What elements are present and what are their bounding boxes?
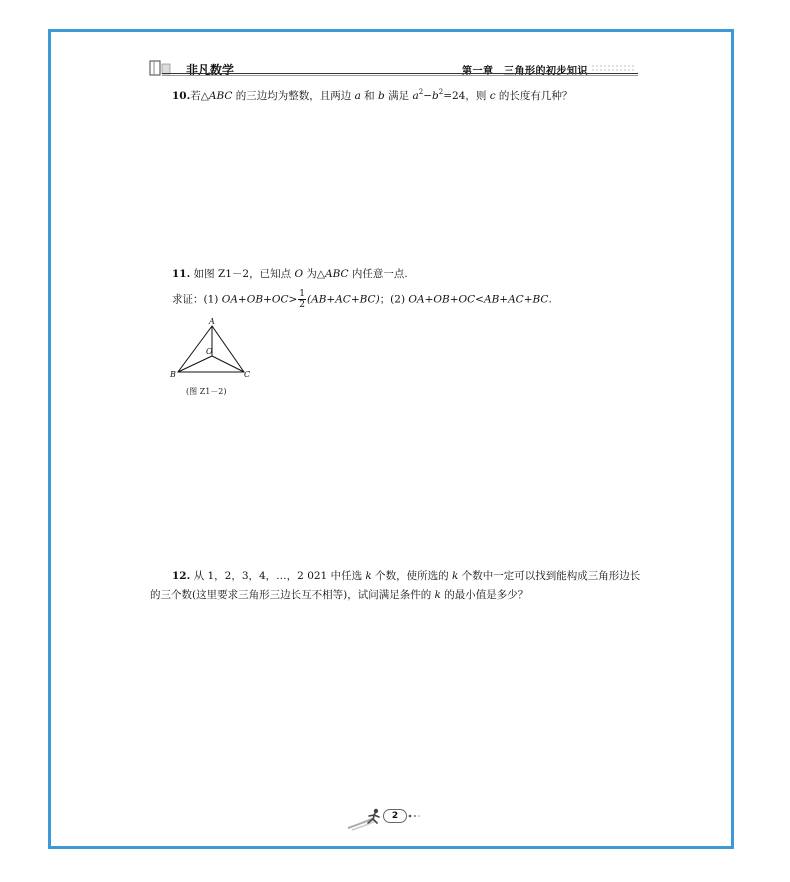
question-number: 12. [172, 570, 191, 582]
page-footer [346, 806, 426, 834]
segment-oc [212, 356, 244, 372]
page-number: 2 [383, 809, 407, 823]
label-b: B [170, 370, 176, 379]
segment-ob [178, 356, 212, 372]
question-12: 12. 从 1，2，3，4，…，2 021 中任选 k 个数，使所选的 k 个数中一定可以找到能构成三角形边长 [172, 570, 641, 582]
question-10: 10.若△ABC 的三边均为整数，且两边 a 和 b 满足 $a^2-b^2=24$，则 c 的长度有几种？ [172, 88, 573, 102]
triangle-figure [168, 316, 252, 382]
question-number: 11. [172, 268, 191, 280]
page-frame [48, 29, 734, 849]
figure-caption: (图 Z1－2) [186, 387, 227, 396]
book-title: 非凡数学 [186, 63, 235, 77]
footer-dots-icon [408, 813, 424, 819]
question-11-proof-line: 求证：(1) OA+OB+OC> $\frac{1}{2}$ (AB+AC+BC)；(2) OA+OB+OC<AB+AC+BC. [172, 289, 552, 310]
fraction-one-half: $\frac{1}{2}$ [299, 289, 306, 310]
footer-runner-icon [346, 806, 386, 834]
label-c: C [244, 370, 251, 379]
page-header [148, 60, 638, 78]
chapter-title: 第一章 三角形的初步知识 [462, 66, 588, 77]
label-o: O [206, 347, 213, 356]
header-rule [162, 73, 638, 74]
question-11: 11. 如图 Z1－2，已知点 O 为△ABC 内任意一点. [172, 268, 408, 280]
header-rule-thin [162, 75, 638, 76]
label-a: A [209, 317, 215, 326]
question-number: 10. [172, 90, 191, 102]
question-12-line-2: 的三个数(这里要求三角形三边长互不相等)，试问满足条件的 k 的最小值是多少？ [150, 589, 529, 601]
